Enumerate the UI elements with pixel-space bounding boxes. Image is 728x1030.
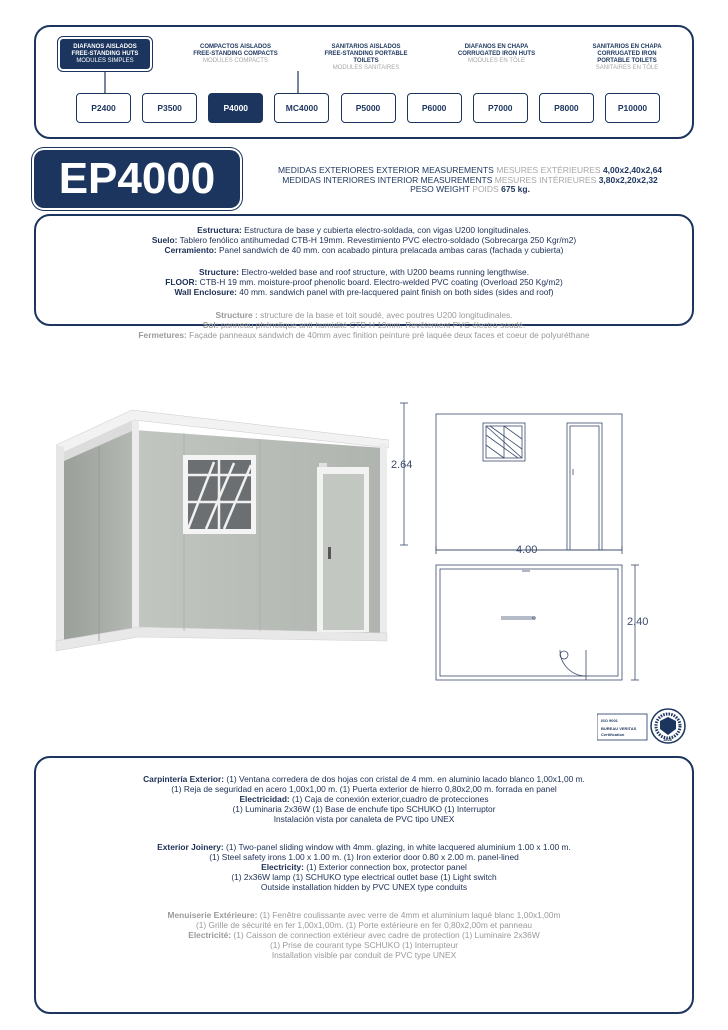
line-label: Structure: (198, 267, 239, 277)
line-text: Installation visible par conduit de PVC type UNEX (271, 950, 457, 960)
floor-line (36, 277, 692, 287)
equipment-description (34, 756, 694, 1014)
line-text: Panel sandwich de 40 mm. con acabado pintura prelacada ambas caras (fachada y cubierta) (216, 245, 564, 255)
category-label-fr: MODULES SANITAIRES (332, 65, 400, 71)
line-label: Electricidad: (239, 794, 290, 804)
width-dimension: 2.40 (627, 616, 649, 628)
category-label-en: FREE-STANDING COMPACTS (193, 51, 278, 57)
electricity-line (36, 794, 692, 804)
line-label: Exterior Joinery: (157, 842, 224, 852)
electricite-line (36, 940, 692, 950)
line-label: Menuiserie Extérieure: (167, 910, 258, 920)
weight-label-es: PESO (410, 184, 434, 194)
structure-fr (36, 310, 692, 340)
carpentry-line (36, 774, 692, 784)
equipment-fr (36, 910, 692, 960)
ext-value: 4,00x2,40x2,64 (602, 165, 663, 175)
electricity-line (36, 814, 692, 824)
weight (250, 185, 690, 195)
category-label-es: DIAFANOS AISLADOS (73, 44, 137, 50)
enclosure-line (36, 287, 692, 297)
category-label-es: COMPACTOS AISLADOS (200, 44, 271, 50)
line-text: panneau phénolique anti-humidité CTB-H 19mm. Revêtement PVC électro-soudé. (218, 320, 526, 330)
ext-label-fr: MESURES EXTÉRIEURES (496, 165, 601, 175)
category-label-en: FREE-STANDING HUTS (71, 51, 139, 57)
ext-label-es: MEDIDAS EXTERIORES (277, 165, 374, 175)
model-button-p6000[interactable]: P6000 (407, 93, 462, 123)
model-button-p4000[interactable]: P4000 (208, 93, 263, 123)
line-text: (1) Grille de sécurité en fer 1,00x1,00m. (1) Porte extérieure en fer 0,80x2,00m et panneau (195, 920, 533, 930)
weight-label-en: WEIGHT (436, 184, 470, 194)
line-text: (1) Caja de conexión exterior,cuadro de protecciones (289, 794, 489, 804)
technical-drawings (390, 395, 695, 695)
joinery-line (36, 842, 692, 852)
menuiserie-line (36, 910, 692, 920)
height-dimension: 2.64 (391, 459, 413, 471)
electricity-line (36, 804, 692, 814)
equipment-en (36, 842, 692, 892)
line-label: Estructura: (197, 225, 242, 235)
structure-es (36, 225, 692, 255)
model-button-p10000[interactable]: P10000 (605, 93, 660, 123)
floor-line (36, 320, 692, 330)
line-text: Tablero fenólico antihumedad CTB-H 19mm. Revestimiento PVC electro-soldado (Sobrecarga 250 Kgr/m2) (177, 235, 577, 245)
enclosure-line (36, 245, 692, 255)
cert-year-text: 1828 (663, 737, 672, 742)
line-text: (1) Reja de seguridad en acero 1,00x1,00 m. (1) Puerta exterior de hierro 0,80x2,00 m. forrada en panel (171, 784, 557, 794)
electricity-line (36, 872, 692, 882)
int-value: 3,80x2,20x2,32 (598, 174, 658, 185)
cert-bv-text: BUREAU VERITAS (601, 726, 637, 731)
iso-certification-logo (597, 706, 689, 746)
enclosure-line (36, 330, 692, 340)
category-label-en: CORRUGATED IRON PORTABLE TOILETS (597, 51, 657, 64)
line-text: structure de la base et toit soudé, avec poutres U200 longitudinales. (257, 310, 513, 320)
equipment-es (36, 774, 692, 824)
line-label: Electricité: (188, 930, 232, 940)
model-button-p3500[interactable]: P3500 (142, 93, 197, 123)
structure-line (36, 267, 692, 277)
model-button-p2400[interactable]: P2400 (76, 93, 131, 123)
carpentry-line (36, 784, 692, 794)
category-label-fr: MODULES SIMPLES (76, 58, 134, 64)
line-label: Suelo: (151, 235, 178, 245)
plan-drawing (436, 546, 639, 680)
line-label: FLOOR: (165, 277, 198, 287)
category-label-fr: MODULES EN TÔLE (468, 58, 525, 64)
structure-en (36, 267, 692, 297)
cert-iso-text: ISO 9001 (601, 718, 618, 723)
line-label: Cerramiento: (164, 245, 217, 255)
line-text: Outside installation hidden by PVC UNEX type conduits (260, 882, 468, 892)
line-text: (1) Luminaria 2x36W (1) Base de enchufe tipo SCHUKO (1) Interruptor (232, 804, 496, 814)
line-text: (1) Two-panel sliding window with 4mm. glazing, in white lacquered aluminium 1.00 x 1.00 m. (223, 842, 571, 852)
line-text: 40 mm. sandwich panel with pre-lacquered paint finish on both sides (sides and roof) (236, 287, 554, 297)
model-title: EP4000 (34, 150, 240, 208)
electricity-line (36, 862, 692, 872)
line-label: Wall Enclosure: (174, 287, 237, 297)
line-text: Instalación vista por canaleta de PVC tipo UNEX (273, 814, 455, 824)
model-button-mc4000[interactable]: MC4000 (274, 93, 329, 123)
menuiserie-line (36, 920, 692, 930)
line-label: Electricity: (261, 862, 304, 872)
electricite-line (36, 930, 692, 940)
electricity-line (36, 882, 692, 892)
line-text: (1) Fenêtre coulissante avec verre de 4mm et aluminium laqué blanc 1,00x1,00m (257, 910, 561, 920)
line-label: Fermetures: (138, 330, 187, 340)
line-label: Sol: (202, 320, 219, 330)
ext-label-en: EXTERIOR MEASUREMENTS (376, 165, 494, 175)
line-text: (1) Ventana corredera de dos hojas con cristal de 4 mm. en aluminio lacado blanco 1,00x1,00 m. (224, 774, 585, 784)
elevation-drawing (400, 403, 622, 550)
line-text: (1) Steel safety irons 1.00 x 1.00 m. (1) Iron exterior door 0.80 x 2.00 m. panel-lined (209, 852, 519, 862)
int-label-en: INTERIOR MEASUREMENTS (377, 174, 493, 185)
weight-value: 675 kg. (501, 184, 530, 194)
category-label-es: SANITARIOS EN CHAPA (592, 44, 662, 50)
module-photo (44, 405, 389, 660)
line-label: Structure : (215, 310, 258, 320)
line-text: Electro-welded base and roof structure, with U200 beams running lengthwise. (239, 267, 530, 277)
category-label-en: FREE-STANDING PORTABLE TOILETS (324, 51, 408, 64)
line-text: (1) 2x36W lamp (1) SCHUKO type electrical outlet base (1) Light switch (231, 872, 497, 882)
joinery-line (36, 852, 692, 862)
model-button-p5000[interactable]: P5000 (341, 93, 396, 123)
category-label-en: CORRUGATED IRON HUTS (457, 51, 536, 57)
electricite-line (36, 950, 692, 960)
int-label-fr: MESURES INTÉRIEURES (494, 174, 597, 185)
category-label-fr: SANITAIRES EN TÔLE (595, 65, 659, 71)
connector-lines (36, 27, 696, 141)
line-label: Carpintería Exterior: (143, 774, 225, 784)
line-text: Estructura de base y cubierta electro-soldada, con vigas U200 longitudinales. (241, 225, 531, 235)
model-button-p7000[interactable]: P7000 (473, 93, 528, 123)
line-text: CTB-H 19 mm. moisture-proof phenolic board. Electro-welded PVC coating (Overload 250 Kg/m2) (197, 277, 563, 287)
model-row (76, 93, 660, 123)
category-label-es: SANITARIOS AISLADOS (331, 44, 401, 50)
length-dimension: 4.00 (516, 544, 538, 556)
structure-description (34, 214, 694, 340)
structure-line (36, 310, 692, 320)
model-button-p8000[interactable]: P8000 (539, 93, 594, 123)
category-label-fr: MODULES COMPACTS (203, 58, 268, 64)
line-text: (1) Caisson de connection extérieur avec cadre de protection (1) Luminaire 2x36W (231, 930, 540, 940)
category-label-es: DIAFANOS EN CHAPA (464, 44, 529, 50)
line-text: (1) Exterior connection box, protector panel (303, 862, 467, 872)
int-label-es: MEDIDAS INTERIORES (282, 174, 376, 185)
floor-line (36, 235, 692, 245)
category-model-panel (34, 25, 694, 139)
line-text: Façade panneaux sandwich de 40mm avec finition peinture pré laquée deux faces et coeur de polyuréthane (186, 330, 590, 340)
line-text: (1) Prise de courant type SCHUKO (1) Interrupteur (269, 940, 459, 950)
weight-label-fr: POIDS (472, 184, 499, 194)
structure-line (36, 225, 692, 235)
cert-certification-text: Certification (601, 732, 625, 737)
measurements-block (250, 166, 690, 195)
